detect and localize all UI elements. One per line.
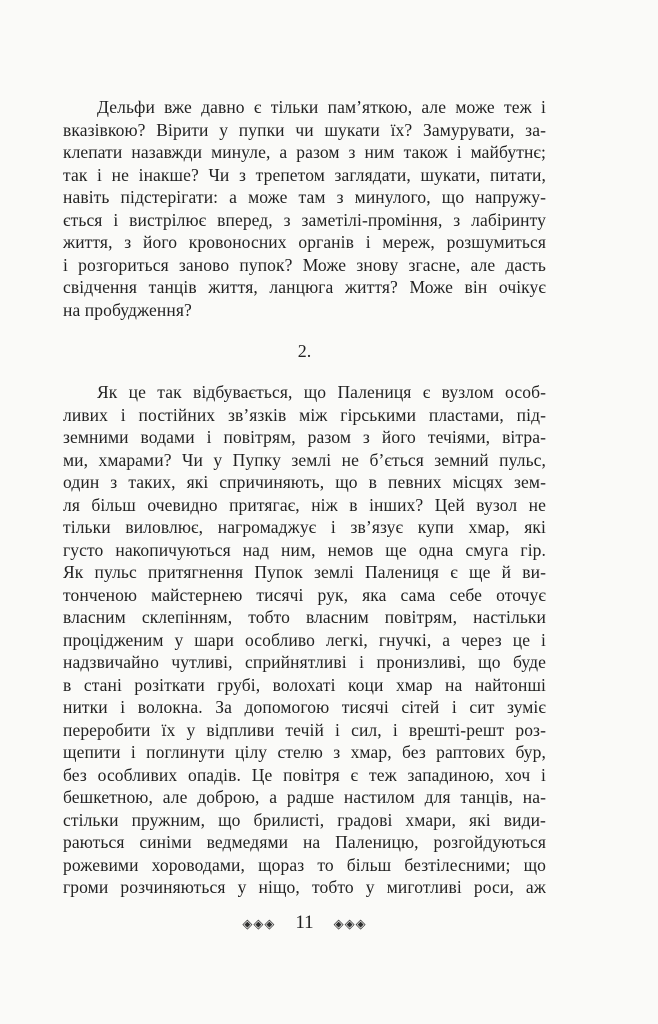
paragraph-line: ми, хмарами? Чи у Пупку землі не б’ється земний пульс, bbox=[63, 449, 546, 470]
page-number: 11 bbox=[295, 912, 314, 933]
paragraph-line: і розгориться заново пупок? Може знову згасне, але дасть bbox=[63, 254, 546, 275]
paragraph-line: нитки і волокна. За допомогою тисячі сітей і сит зуміє bbox=[63, 697, 546, 717]
paragraph-line: один з таких, які спричиняють, що в певних місцях зем- bbox=[63, 472, 546, 492]
paragraph-line: так і не інакше? Чи з трепетом заглядати, шукати, питати, bbox=[63, 164, 546, 185]
paragraph-line: бешкетною, але доброю, а радше настилом для танців, на- bbox=[63, 787, 546, 807]
paragraph-line: на пробудження? bbox=[63, 299, 192, 320]
section-number: 2. bbox=[297, 341, 312, 361]
page-footer bbox=[63, 912, 546, 934]
paragraph-line: свідчення танців життя, ланцюга життя? Може він очікує bbox=[63, 277, 546, 297]
paragraph-line: життя, з його кровоносних органів і мереж, розшумиться bbox=[63, 232, 546, 252]
paragraph-line: рожевими хороводами, щораз то більш безтілесними; що bbox=[63, 854, 546, 875]
paragraph-line: навіть підстерігати: а може там з минулого, що напружу- bbox=[63, 187, 546, 207]
paragraph-line: Як це так відбувається, що Палениця є вузлом особ- bbox=[97, 382, 546, 402]
paragraph-line: без особливих опадів. Це повітря є теж западиною, хоч і bbox=[63, 764, 546, 785]
paragraph-line: густо накопичуються над ним, немов ще одна смуга гір. bbox=[63, 539, 546, 560]
paragraph-line: ється і вистрілює вперед, з заметілі-проміння, з лабіринту bbox=[63, 209, 546, 230]
ornament-icon-left: ◈◈◈ bbox=[242, 916, 276, 931]
paragraph-line: тільки виловлює, нагромаджує і зв’язує купи хмар, які bbox=[63, 517, 546, 537]
paragraph-line: переробити їх у відпливи течій і сил, і врешті-решт роз- bbox=[63, 719, 546, 740]
paragraph-line: клепати назавжди минуле, а разом з ним також і майбутнє; bbox=[63, 142, 546, 162]
paragraph-line: вказівкою? Вірити у пупки чи шукати їх? Замурувати, за- bbox=[63, 119, 546, 140]
paragraph-line: ливих і постійних зв’язків між гірськими пластами, під- bbox=[63, 404, 546, 425]
paragraph-line: в стані розіткати грубі, волохаті коци хмар на найтонші bbox=[63, 674, 546, 695]
paragraph-line: тонченою майстернею тисячі рук, яка сама себе оточує bbox=[63, 584, 546, 605]
paragraph-line: земними водами і повітрям, разом з його течіями, вітра- bbox=[63, 427, 546, 447]
paragraph-line: надзвичайно чутливі, сприйнятливі і пронизливі, що буде bbox=[63, 652, 546, 672]
paragraph-line: Як пульс притягнення Пупок землі Палениця є ще й ви- bbox=[63, 562, 546, 582]
paragraph-line: стільки пружним, що брилисті, градові хмари, які види- bbox=[63, 809, 546, 830]
paragraph-line: процідженим у шари особливо легкі, гнучкі, а через це і bbox=[63, 629, 546, 650]
paragraph-line: громи розчиняються у ніщо, тобто у миготливі роси, аж bbox=[63, 877, 546, 897]
paragraph-line: щепити і поглинути цілу стелю з хмар, без раптових бур, bbox=[63, 742, 546, 762]
paragraph-1 bbox=[63, 96, 546, 321]
paragraph-line: раються синіми ведмедями на Паленицю, розгойдуються bbox=[63, 832, 546, 852]
paragraph-line: Дельфи вже давно є тільки пам’яткою, але може теж і bbox=[97, 97, 546, 117]
section-heading bbox=[63, 340, 546, 363]
ornament-icon-right: ◈◈◈ bbox=[333, 916, 367, 931]
paragraph-line: власним склепінням, тобто власним повітрям, настільки bbox=[63, 607, 546, 627]
paragraph-2 bbox=[63, 381, 546, 899]
paragraph-line: ля більш очевидно притягає, ніж в інших? Цей вузол не bbox=[63, 494, 546, 515]
